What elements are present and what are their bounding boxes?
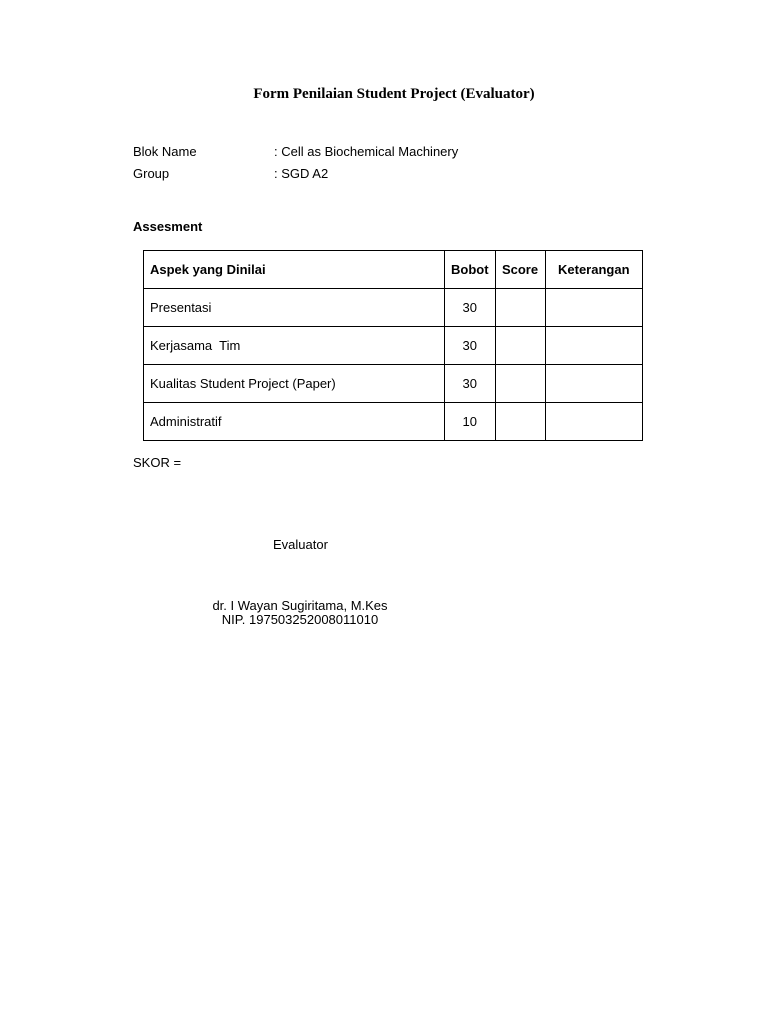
assessment-heading: Assesment: [133, 219, 203, 234]
aspek-cell: Presentasi: [144, 289, 445, 327]
table-header-row: [144, 251, 643, 289]
column-header-keterangan: Keterangan: [545, 251, 642, 289]
signature-block: [180, 599, 420, 627]
column-header-bobot: Bobot: [445, 251, 496, 289]
table-row: [144, 403, 643, 441]
assessment-table: [143, 250, 643, 441]
aspek-cell: Kerjasama Tim: [144, 327, 445, 365]
evaluator-role: Evaluator: [273, 537, 328, 552]
score-cell[interactable]: [495, 327, 545, 365]
table-row: [144, 365, 643, 403]
evaluator-name: dr. I Wayan Sugiritama, M.Kes: [212, 598, 388, 613]
score-cell[interactable]: [495, 289, 545, 327]
blok-name-value: : Cell as Biochemical Machinery: [274, 144, 459, 159]
column-header-aspek: Aspek yang Dinilai: [144, 251, 445, 289]
aspek-cell: Administratif: [144, 403, 445, 441]
blok-name-label: Blok Name: [133, 144, 197, 159]
score-cell[interactable]: [495, 403, 545, 441]
form-title: Form Penilaian Student Project (Evaluator): [253, 86, 535, 102]
group-value: : SGD A2: [274, 166, 329, 181]
table-row: [144, 289, 643, 327]
bobot-cell: 30: [445, 289, 496, 327]
keterangan-cell[interactable]: [545, 403, 642, 441]
keterangan-cell[interactable]: [545, 365, 642, 403]
keterangan-cell[interactable]: [545, 289, 642, 327]
skor-label: SKOR =: [133, 455, 182, 470]
column-header-score: Score: [495, 251, 545, 289]
table-row: [144, 327, 643, 365]
bobot-cell: 30: [445, 327, 496, 365]
bobot-cell: 10: [445, 403, 496, 441]
score-cell[interactable]: [495, 365, 545, 403]
keterangan-cell[interactable]: [545, 327, 642, 365]
group-label: Group: [133, 166, 170, 181]
bobot-cell: 30: [445, 365, 496, 403]
aspek-cell: Kualitas Student Project (Paper): [144, 365, 445, 403]
evaluator-nip: NIP. 197503252008011010: [221, 612, 379, 627]
